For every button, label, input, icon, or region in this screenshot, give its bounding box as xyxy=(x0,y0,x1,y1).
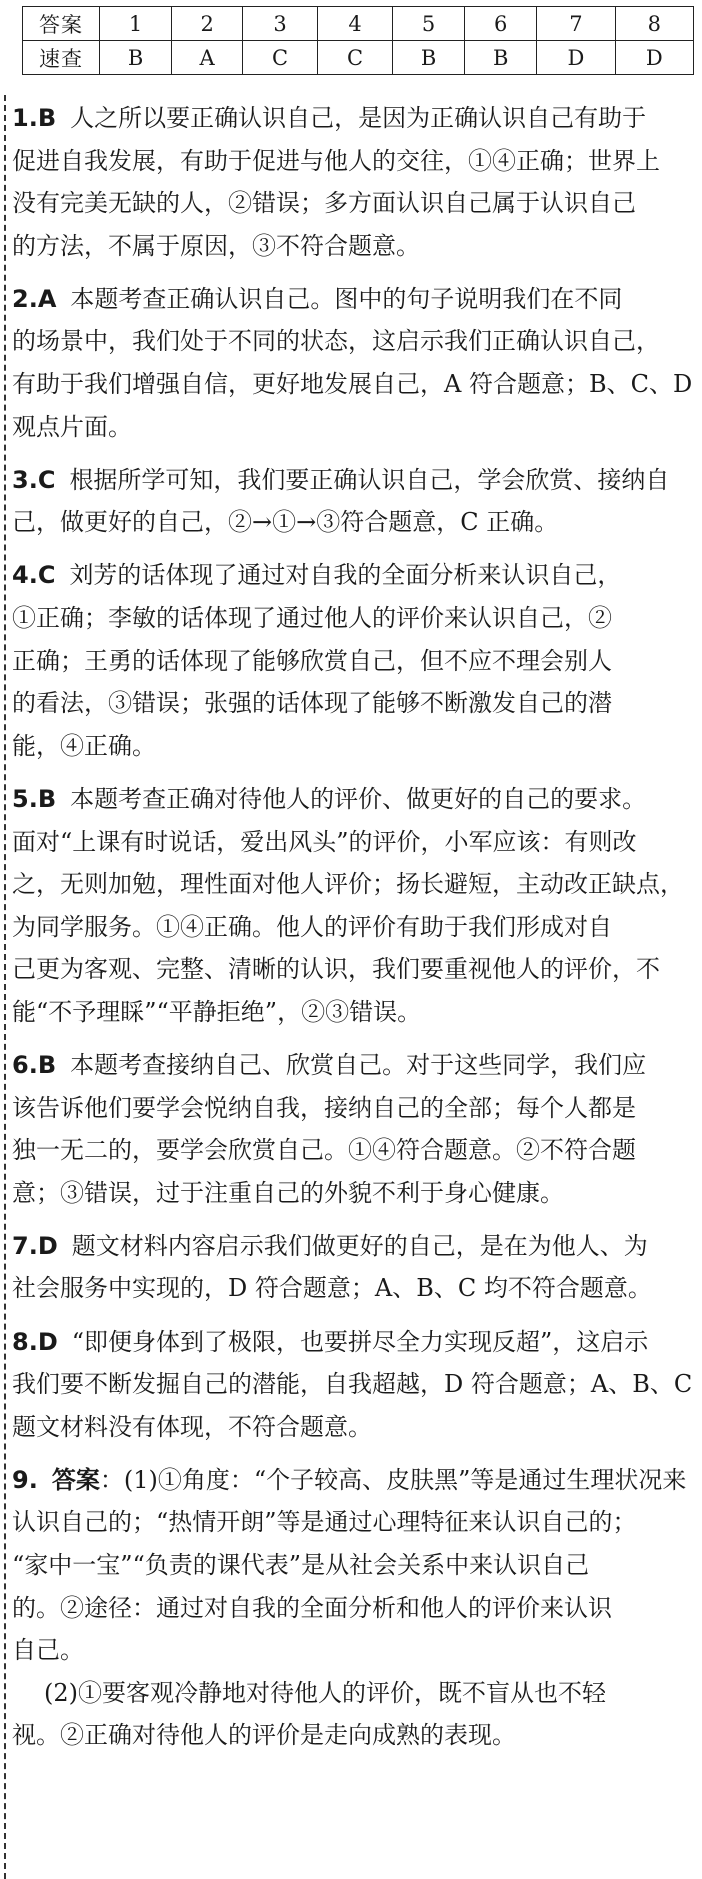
table-row-numbers xyxy=(23,7,694,41)
explanation-item-2 xyxy=(12,278,692,448)
question-number: 8 xyxy=(615,7,693,41)
item-number: 2.A xyxy=(12,284,57,313)
item-number: 1.B xyxy=(12,104,57,132)
explanation-line: 己，做更好的自己，②→①→③符合题意，C 正确。 xyxy=(12,508,559,537)
explanation-line: 本题考查正确对待他人的评价、做更好的自己的要求。 xyxy=(70,784,647,813)
explanation-item-8 xyxy=(12,1321,692,1449)
explanation-line: 己更为客观、完整、清晰的认识，我们要重视他人的评价，不 xyxy=(12,955,660,984)
question-number: 3 xyxy=(243,7,318,41)
explanation-line: (2)①要客观冷静地对待他人的评价，既不盲从也不轻 xyxy=(44,1678,606,1707)
explanation-line: 本题考查接纳自己、欣赏自己。对于这些同学，我们应 xyxy=(70,1050,647,1079)
explanation-line: 题文材料没有体现，不符合题意。 xyxy=(12,1412,372,1441)
answer-quick-check-table xyxy=(22,6,694,75)
item-number: 4.C xyxy=(12,561,56,590)
explanations xyxy=(12,97,692,1767)
item-number: 7.D xyxy=(12,1231,58,1260)
explanation-line: 社会服务中实现的，D 符合题意；A、B、C 均不符合题意。 xyxy=(12,1274,652,1303)
explanation-line: 该告诉他们要学会悦纳自我，接纳自己的全部；每个人都是 xyxy=(12,1093,636,1122)
explanation-line: 的场景中，我们处于不同的状态，这启示我们正确认识自己， xyxy=(12,327,660,356)
explanation-line: 的看法，③错误；张强的话体现了能够不断激发自己的潜 xyxy=(12,689,612,718)
explanation-line: 促进自我发展，有助于促进与他人的交往，①④正确；世界上 xyxy=(12,146,660,175)
explanation-line: 刘芳的话体现了通过对自我的全面分析来认识自己， xyxy=(69,561,622,590)
answer-letter: B xyxy=(465,41,537,75)
explanation-line: 视。②正确对待他人的评价是走向成熟的表现。 xyxy=(12,1721,516,1750)
explanation-line: 能，④正确。 xyxy=(12,731,156,760)
explanation-item-1 xyxy=(12,97,692,267)
item-number: 5.B xyxy=(12,784,57,813)
explanation-line: 独一无二的，要学会欣赏自己。①④符合题意。②不符合题 xyxy=(12,1136,636,1165)
answer-letter: C xyxy=(243,41,318,75)
answer-letter: B xyxy=(393,41,465,75)
explanation-line: 认识自己的；“热情开朗”等是通过心理特征来认识自己的； xyxy=(12,1508,637,1537)
explanation-line: ①正确；李敏的话体现了通过他人的评价来认识自己，② xyxy=(12,604,612,633)
answer-letter: D xyxy=(615,41,693,75)
question-number: 1 xyxy=(100,7,172,41)
explanation-line: 我们要不断发掘自己的潜能，自我超越，D 符合题意；A、B、C xyxy=(12,1370,693,1399)
explanation-line: “家中一宝”“负责的课代表”是从社会关系中来认识自己 xyxy=(12,1551,590,1579)
explanation-line: 能“不予理睬”“平静拒绝”，②③错误。 xyxy=(12,997,422,1026)
explanation-line: 意；③错误，过于注重自己的外貌不利于身心健康。 xyxy=(12,1178,564,1207)
explanation-item-3 xyxy=(12,459,692,544)
explanation-line: 根据所学可知，我们要正确认识自己，学会欣赏、接纳自 xyxy=(69,465,670,494)
explanation-line: 本题考查正确认识自己。图中的句子说明我们在不同 xyxy=(70,284,623,313)
question-number: 7 xyxy=(537,7,615,41)
question-number: 6 xyxy=(465,7,537,41)
explanation-line: 有助于我们增强自信，更好地发展自己，A 符合题意；B、C、D xyxy=(12,370,693,399)
explanation-item-7 xyxy=(12,1225,692,1310)
explanation-line: ：(1)①角度：“个子较高、皮肤黑”等是通过生理状况来 xyxy=(99,1465,687,1494)
binding-dashed-line xyxy=(4,95,6,1879)
item-number: 9. xyxy=(12,1465,38,1494)
explanation-line: 之，无则加勉，理性面对他人评价；扬长避短，主动改正缺点， xyxy=(12,870,684,899)
answer-label: 答案 xyxy=(51,1465,100,1494)
explanation-line: 没有完美无缺的人，②错误；多方面认识自己属于认识自己 xyxy=(12,189,636,218)
item-number: 3.C xyxy=(12,465,56,494)
table-header-answer: 答案 xyxy=(23,7,100,41)
explanation-line: 的方法，不属于原因，③不符合题意。 xyxy=(12,231,420,260)
question-number: 5 xyxy=(393,7,465,41)
explanation-item-9 xyxy=(12,1459,692,1757)
explanation-line: 自己。 xyxy=(12,1636,84,1665)
explanation-item-6 xyxy=(12,1044,692,1214)
table-row-answers xyxy=(23,41,694,75)
explanation-item-5 xyxy=(12,778,692,1034)
answer-letter: C xyxy=(318,41,393,75)
explanation-line: 的。②途径：通过对自我的全面分析和他人的评价来认识 xyxy=(12,1593,612,1622)
explanation-line: 为同学服务。①④正确。他人的评价有助于我们形成对自 xyxy=(12,912,612,941)
item-number: 8.D xyxy=(12,1327,58,1356)
question-number: 4 xyxy=(318,7,393,41)
explanation-item-4 xyxy=(12,554,692,767)
explanation-line: 正确；王勇的话体现了能够欣赏自己，但不应不理会别人 xyxy=(12,646,612,675)
explanation-line: 观点片面。 xyxy=(12,412,132,441)
answer-letter: A xyxy=(172,41,243,75)
explanation-line: “即便身体到了极限，也要拼尽全力实现反超”，这启示 xyxy=(71,1327,649,1356)
item-number: 6.B xyxy=(12,1050,57,1079)
explanation-line: 人之所以要正确认识自己，是因为正确认识自己有助于 xyxy=(70,104,647,132)
answer-letter: B xyxy=(100,41,172,75)
table-header-check: 速查 xyxy=(23,41,100,75)
question-number: 2 xyxy=(172,7,243,41)
answer-letter: D xyxy=(537,41,615,75)
explanation-line: 题文材料内容启示我们做更好的自己，是在为他人、为 xyxy=(71,1231,648,1260)
explanation-line: 面对“上课有时说话，爱出风头”的评价，小军应该：有则改 xyxy=(12,827,637,856)
